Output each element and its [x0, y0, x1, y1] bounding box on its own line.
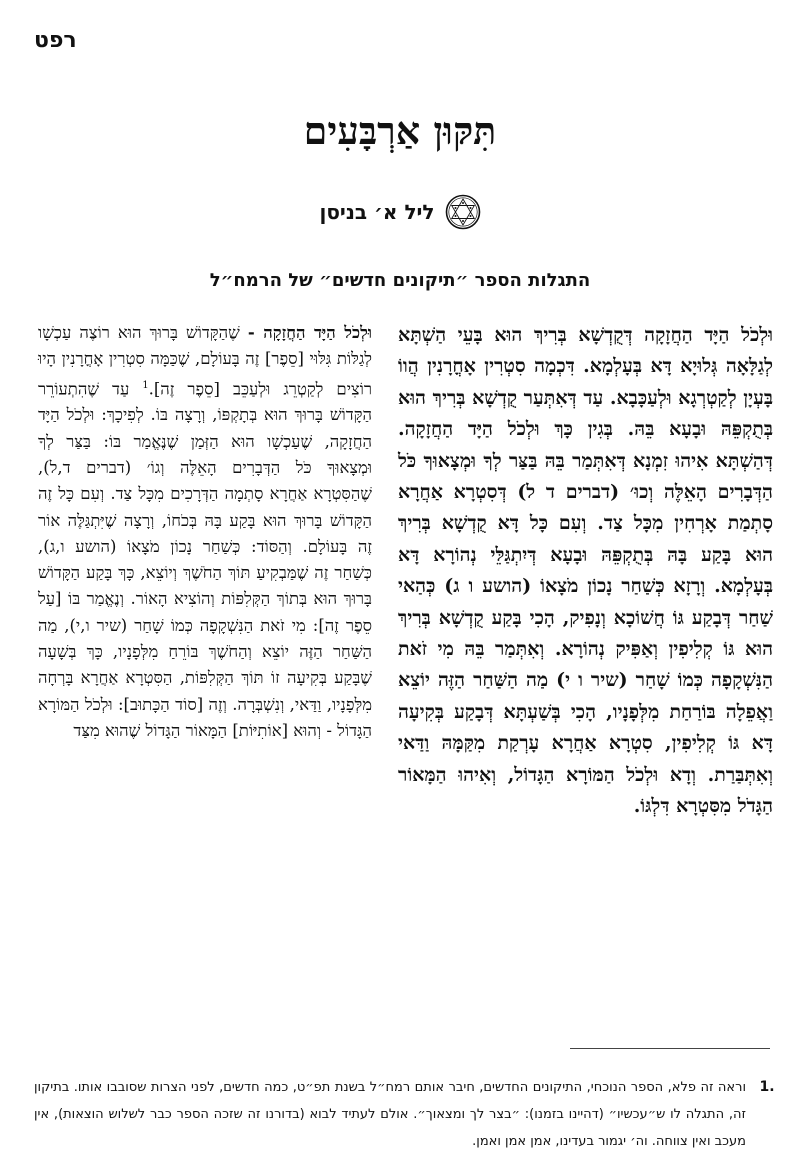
section-heading: התגלות הספר ״תיקונים חדשים״ של הרמח״ל [209, 270, 591, 291]
page-number: רפט [34, 28, 77, 53]
hebrew-translation-column [38, 320, 372, 744]
subtitle-row [0, 194, 800, 230]
footnote-number: 1. [759, 1079, 775, 1095]
page-title: תִּקּוּן אַרְבָּעִים [303, 108, 497, 153]
subtitle-date: ליל א׳ בניסן [319, 200, 435, 224]
zohar-aramaic-column: וּלְכֹל הַיָּד הַחֲזָקָה דְּקֻדְשָׁא בְּרִיךְ הוּא בָּעֵי הַשְׁתָּא לְגַלָּאָה גְּלוּיָא דָּא בְּעָלְמָא. דִּכְמָה סִטְרִין אָחֳרָנִין הֲווֹ בָּעְיָן לְקַטְרְגָא וּלְעַכָּבָא. עַד דְּאִתְּעַר קֻדְשָׁא בְּרִיךְ הוּא בְּתֻקְפֵּהּ וּבָעָא בֵּהּ. בְּגִין כָּךְ וּלְכֹל הַיָּד הַחֲזָקָה. דְּהַשְׁתָּא אִיהוּ זִמְנָא דְּאִתְּמַר בֵּהּ בַּצַּר לְךָ וּמְצָאוּךָ כֹּל הַדְּבָרִים הָאֵלֶּה וְכוּ׳ (דברים ד ל) דְּסִטְרָא אַחֲרָא סָתְמַת אָרְחִין מִכָּל צַד. וְעִם כָּל דָּא קֻדְשָׁא בְּרִיךְ הוּא בָּקַע בָּהּ בְּתֻקְפֵּהּ וּבָעָא דְּיִתְגַּלֵּי נְהוֹרָא דָּא בְּעָלְמָא. וְרָזָא כְּשַׁחַר נָכוֹן מֹצָאוֹ (הושע ו ג) כְּהַאי שַׁחַר דְּבָקַע גּוֹ חֲשׁוֹכָא וְנָפִיק, הָכִי בָּקַע קֻדְשָׁא בְּרִיךְ הוּא גּוֹ קְלִיפִין וְאַפִּיק נְהוֹרָא. וְאִתְּמַר בֵּהּ מִי זֹאת הַנִּשְׁקָפָה כְּמוֹ שָׁחַר (שיר ו י) מַה הַשַּׁחַר הַזֶּה יוֹצֵא וַאֲפֵלָה בּוֹרַחַת מִלְּפָנָיו, הָכִי בְּשַׁעְתָּא דְּבָקַע בְּקִיעָה דָּא גּוֹ קְלִיפִין, סִטְרָא אַחֲרָא עָרְקַת מִקַּמָּהּ וַדַּאי וְאִתְּבַּרַת. וְדָא וּלְכֹל הַמּוֹרָא הַגָּדוֹל, וְאִיהוּ הַמָּאוֹר הַגָּדֹל מִסִּטְרָא דִּלְגּוֹ. [398, 324, 773, 818]
translation-lead: וּלְכֹל הַיָּד הַחֲזָקָה - [247, 323, 373, 342]
footnote-divider [570, 1048, 770, 1049]
star-of-david-seal-icon [445, 194, 481, 230]
translation-text-part1: שֶׁהַקָּדוֹשׁ בָּרוּךְ הוּא רוֹצֶה עַכְשָׁו לְגַלּוֹת גִּלּוּי [סֵפֶר] זֶה בָּעוֹלָם, שֶׁכַּמָּה סִטְרִין אָחֳרָנִין הָיוּ רוֹצִים לְקַטְרֵג וּלְעַכֵּב [סֵפֶר זֶה]. [38, 323, 372, 399]
translation-text-part2: עַד שֶׁהִתְעוֹרֵר הַקָּדוֹשׁ בָּרוּךְ הוּא בְּתָקְפּוֹ, וְרָצָה בּוֹ. לְפִיכָךְ: וּלְכֹל הַיָּד הַחֲזָקָה, שֶׁעַכְשָׁו הוּא הַזְּמַן שֶׁנֶּאֱמַר בּוֹ: בַּצַּר לְךָ וּמְצָאוּךָ כֹּל הַדְּבָרִים הָאֵלֶּה וְגוֹ׳ (דברים ד,ל), שֶׁהַסִּטְרָא אַחֲרָא סָתְמָה הַדְּרָכִים מִכָּל צַד. וְעִם כָּל זֶה הַקָּדוֹשׁ בָּרוּךְ הוּא בָּקַע בָּהּ בְּכֹחוֹ, וְרָצָה שֶׁיִּתְגַּלֶּה אוֹר זֶה בָּעוֹלָם. וְהַסּוֹד: כְּשַׁחַר נָכוֹן מֹצָאוֹ (הושע ו,ג), כְּשַׁחַר זֶה שֶׁמַּבְקִיעַ תּוֹךְ הַחֹשֶׁךְ וְיוֹצֵא, כָּךְ בָּקַע הַקָּדוֹשׁ בָּרוּךְ הוּא בְּתוֹךְ הַקְּלִפּוֹת וְהוֹצִיא הָאוֹר. וְנֶאֱמַר בּוֹ [עַל סֵפֶר זֶה]: מִי זֹאת הַנִּשְׁקָפָה כְּמוֹ שָׁחַר (שיר ו,י), מַה הַשַּׁחַר הַזֶּה יוֹצֵא וְהַחֹשֶׁךְ בּוֹרֵחַ מִלְּפָנָיו, כָּךְ בְּשָׁעָה שֶׁבָּקַע בְּקִיעָה זוֹ תּוֹךְ הַקְּלִפּוֹת, הַסִּטְרָא אַחֲרָא בָּרְחָה מִלְּפָנָיו, וַדַּאי, וְנִשְׁבְּרָה. וְזֶה [סוֹד הַכָּתוּב]: וּלְכֹל הַמּוֹרָא הַגָּדוֹל - וְהוּא [אוֹתִיּוֹת] הַמָּאוֹר הַגָּדוֹל שֶׁהוּא מִצַּד [38, 379, 372, 740]
footnote-marker[interactable]: 1 [142, 379, 149, 391]
footnote-text: וראה זה פלא, הספר הנוכחי, התיקונים החדשים, חיבר אותם רמח״ל בשנת תפ״ט, כמה חדשים, לפני הצרות שסובבו אותו. בתיקון זה, התגלה לו ש״עכשיו״ (דהיינו בזמנו): ״בצר לך ומצאוך״. אולם לעתיד לבוא (בדורנו זה שזכה הספר כבר לשלוש הוצאות), אין מעכב ואין צווחה. וה׳ יגמור בעדינו, אמן אמן ואמן. [34, 1080, 746, 1149]
